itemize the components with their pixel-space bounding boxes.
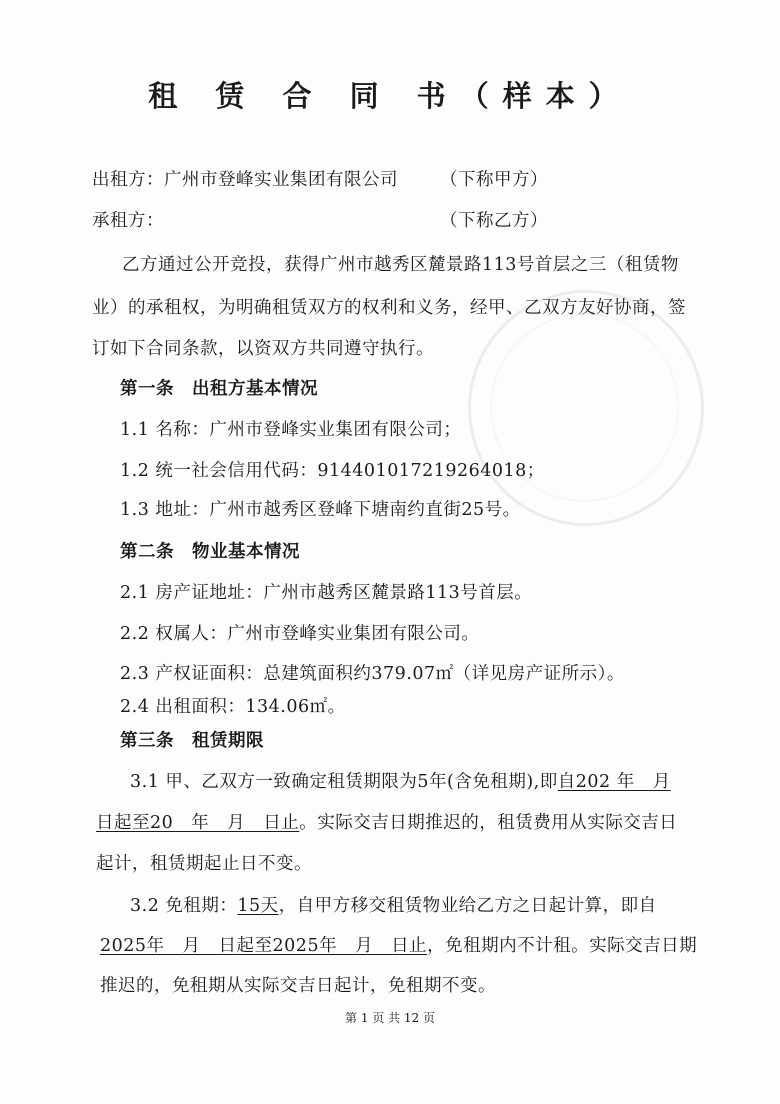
lease-start-blank: 自202 年 月	[557, 772, 671, 792]
clause-3-1-line-3: 起计，租赁期起止日不变。	[96, 854, 312, 874]
article2-item: 2.3 产权证面积：总建筑面积约379.07㎡（详见房产证所示）。	[120, 664, 625, 684]
clause-3-1-line-1	[130, 768, 671, 793]
article1-heading: 第一条 出租方基本情况	[120, 379, 318, 399]
clause-text: ，免租期内不计租。实际交吉日期	[427, 936, 698, 956]
intro-line-3: 订如下合同条款，以资双方共同遵守执行。	[92, 339, 434, 359]
clause-3-1-line-2	[96, 809, 677, 834]
lessee-label: 承租方：	[92, 211, 164, 231]
clause-3-2-line-3: 推迟的，免租期从实际交吉日起计，免租期不变。	[100, 976, 496, 996]
clause-3-2-line-2	[100, 932, 697, 957]
article3-heading: 第三条 租赁期限	[120, 731, 264, 751]
clause-text: 3.1 甲、乙双方一致确定租赁期限为5年(含免租期),即	[130, 772, 558, 792]
rent-free-days: 15天	[237, 896, 279, 916]
lessor-name: 广州市登峰实业集团有限公司	[164, 170, 398, 190]
lease-end-blank: 日起至20 年 月 日止	[96, 813, 300, 833]
lessor-alias: （下称甲方）	[440, 170, 548, 190]
article2-item: 2.1 房产证地址：广州市越秀区麓景路113号首层。	[120, 583, 533, 603]
intro-line-1: 乙方通过公开竞投，获得广州市越秀区麓景路113号首层之三（租赁物	[122, 255, 679, 275]
page-footer: 第 1 页 共 12 页	[345, 1011, 435, 1025]
article2-item: 2.4 出租面积：134.06㎡。	[120, 697, 346, 717]
clause-3-2-line-1	[130, 892, 657, 917]
clause-text: 3.2 免租期：	[130, 896, 238, 916]
article1-item: 1.3 地址：广州市越秀区登峰下塘南约直街25号。	[120, 500, 521, 520]
article1-item: 1.1 名称：广州市登峰实业集团有限公司；	[120, 420, 462, 440]
lessor-line	[92, 166, 398, 191]
clause-text: ，自甲方移交租赁物业给乙方之日起计算，即自	[278, 896, 657, 916]
clause-text: 。实际交吉日期推迟的，租赁费用从实际交吉日	[299, 813, 678, 833]
lessor-label: 出租方：	[92, 170, 164, 190]
lessee-alias: （下称乙方）	[440, 211, 548, 231]
article1-item: 1.2 统一社会信用代码：914401017219264018；	[120, 461, 545, 481]
intro-line-2: 业）的承租权，为明确租赁双方的权利和义务，经甲、乙双方友好协商，签	[92, 298, 686, 318]
rent-free-period-blank: 2025年 月 日起至2025年 月 日止	[100, 936, 428, 956]
document-title: 租 赁 合 同 书（样本）	[148, 79, 632, 113]
article2-item: 2.2 权属人：广州市登峰实业集团有限公司。	[120, 624, 480, 644]
article2-heading: 第二条 物业基本情况	[120, 542, 300, 562]
